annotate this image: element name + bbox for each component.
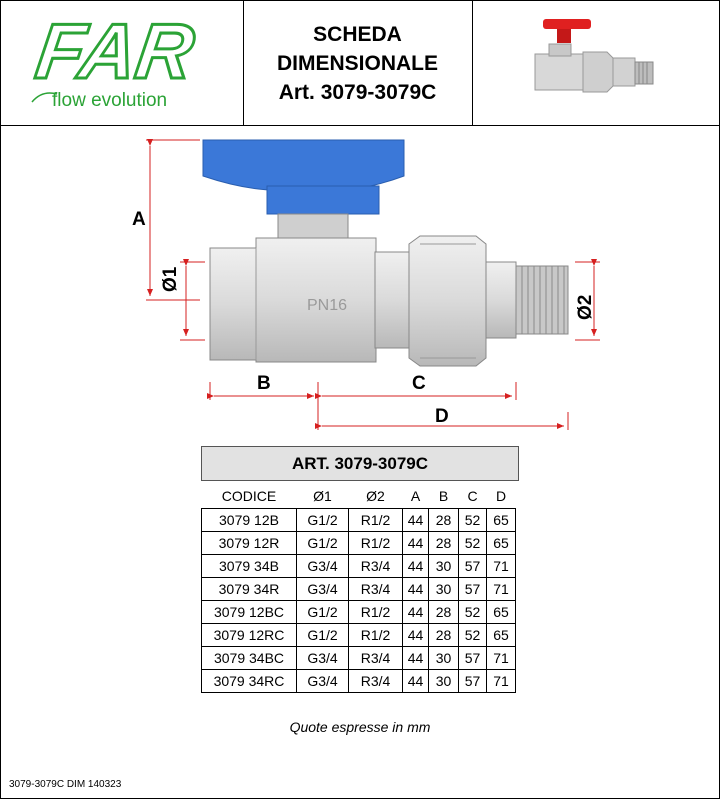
title-line-3: Art. 3079-3079C: [278, 81, 437, 104]
table-cell: R3/4: [349, 578, 403, 601]
table-cell: 71: [487, 647, 516, 670]
table-cell: R3/4: [349, 647, 403, 670]
table-row: [202, 647, 516, 670]
table-cell: 30: [429, 578, 459, 601]
table-cell: 71: [487, 555, 516, 578]
table-cell: G3/4: [297, 670, 349, 693]
table-row: [202, 532, 516, 555]
table-cell: 65: [487, 624, 516, 647]
table-cell: 44: [403, 555, 429, 578]
table-cell: 52: [459, 601, 487, 624]
table-cell: 52: [459, 532, 487, 555]
table-cell: 71: [487, 670, 516, 693]
document-title: [245, 20, 470, 107]
table-cell: 57: [459, 670, 487, 693]
table-cell: 28: [429, 509, 459, 532]
table-row: [202, 578, 516, 601]
table-cell: 57: [459, 555, 487, 578]
col-d2: Ø2: [366, 488, 385, 504]
table-cell: G1/2: [297, 601, 349, 624]
table-cell: 44: [403, 532, 429, 555]
table-row: [202, 601, 516, 624]
dim-label-b: B: [257, 373, 271, 394]
table-cell: G3/4: [297, 555, 349, 578]
table-cell: 30: [429, 670, 459, 693]
table-title: ART. 3079-3079C: [201, 446, 519, 481]
header-divider-1: [243, 0, 244, 125]
table-cell: 28: [429, 624, 459, 647]
units-note: Quote espresse in mm: [289, 719, 431, 735]
table-cell: 44: [403, 578, 429, 601]
title-line-2: DIMENSIONALE: [276, 52, 438, 75]
table-header-row: [202, 484, 516, 509]
table-cell: 57: [459, 647, 487, 670]
col-d1: Ø1: [313, 488, 332, 504]
document-code: 3079-3079C DIM 140323: [9, 779, 122, 790]
table-row: [202, 555, 516, 578]
dim-label-a: A: [132, 209, 146, 230]
table-row: [202, 624, 516, 647]
valve-drawing: [0, 126, 720, 446]
table-cell: 28: [429, 601, 459, 624]
far-logo: [2, 2, 242, 123]
table-cell: 3079 34B: [202, 555, 297, 578]
dim-label-d2: Ø2: [575, 294, 596, 320]
col-c: C: [467, 488, 478, 504]
table-cell: G3/4: [297, 578, 349, 601]
table-cell: 52: [459, 624, 487, 647]
title-line-1: SCHEDA: [313, 23, 402, 46]
table-cell: 44: [403, 670, 429, 693]
table-cell: 3079 12BC: [202, 601, 297, 624]
table-cell: 3079 34RC: [202, 670, 297, 693]
table-cell: 3079 12B: [202, 509, 297, 532]
table-row: [202, 509, 516, 532]
dimensions-table: [201, 484, 516, 693]
table-cell: 44: [403, 509, 429, 532]
table-cell: G1/2: [297, 532, 349, 555]
table-row: [202, 670, 516, 693]
table-cell: 3079 34BC: [202, 647, 297, 670]
table-cell: 44: [403, 647, 429, 670]
table-cell: R1/2: [349, 601, 403, 624]
table-cell: 30: [429, 555, 459, 578]
table-cell: 65: [487, 532, 516, 555]
col-b: B: [438, 488, 449, 504]
dim-label-d1: Ø1: [160, 266, 181, 292]
table-cell: R3/4: [349, 555, 403, 578]
table-cell: 30: [429, 647, 459, 670]
table-cell: 44: [403, 624, 429, 647]
table-cell: R1/2: [349, 509, 403, 532]
table-cell: 65: [487, 601, 516, 624]
table-cell: G1/2: [297, 509, 349, 532]
table-cell: G3/4: [297, 647, 349, 670]
dim-label-c: C: [412, 373, 426, 394]
table-cell: 3079 34R: [202, 578, 297, 601]
col-a: A: [410, 488, 421, 504]
table-cell: G1/2: [297, 624, 349, 647]
table-cell: R1/2: [349, 624, 403, 647]
table-cell: 3079 12RC: [202, 624, 297, 647]
table-cell: 3079 12R: [202, 532, 297, 555]
logo-tagline: flow evolution: [52, 90, 168, 111]
table-cell: 28: [429, 532, 459, 555]
table-cell: R1/2: [349, 532, 403, 555]
table-cell: 65: [487, 509, 516, 532]
dim-label-d: D: [435, 406, 449, 427]
product-thumbnail: [475, 2, 718, 123]
header-divider-2: [472, 0, 473, 125]
col-codice: CODICE: [221, 488, 277, 504]
table-cell: 71: [487, 578, 516, 601]
table-cell: R3/4: [349, 670, 403, 693]
table-cell: 57: [459, 578, 487, 601]
col-d: D: [495, 488, 507, 504]
logo-wordmark: FAR: [30, 7, 200, 95]
table-cell: 52: [459, 509, 487, 532]
body-marking: PN16: [306, 297, 348, 314]
table-cell: 44: [403, 601, 429, 624]
